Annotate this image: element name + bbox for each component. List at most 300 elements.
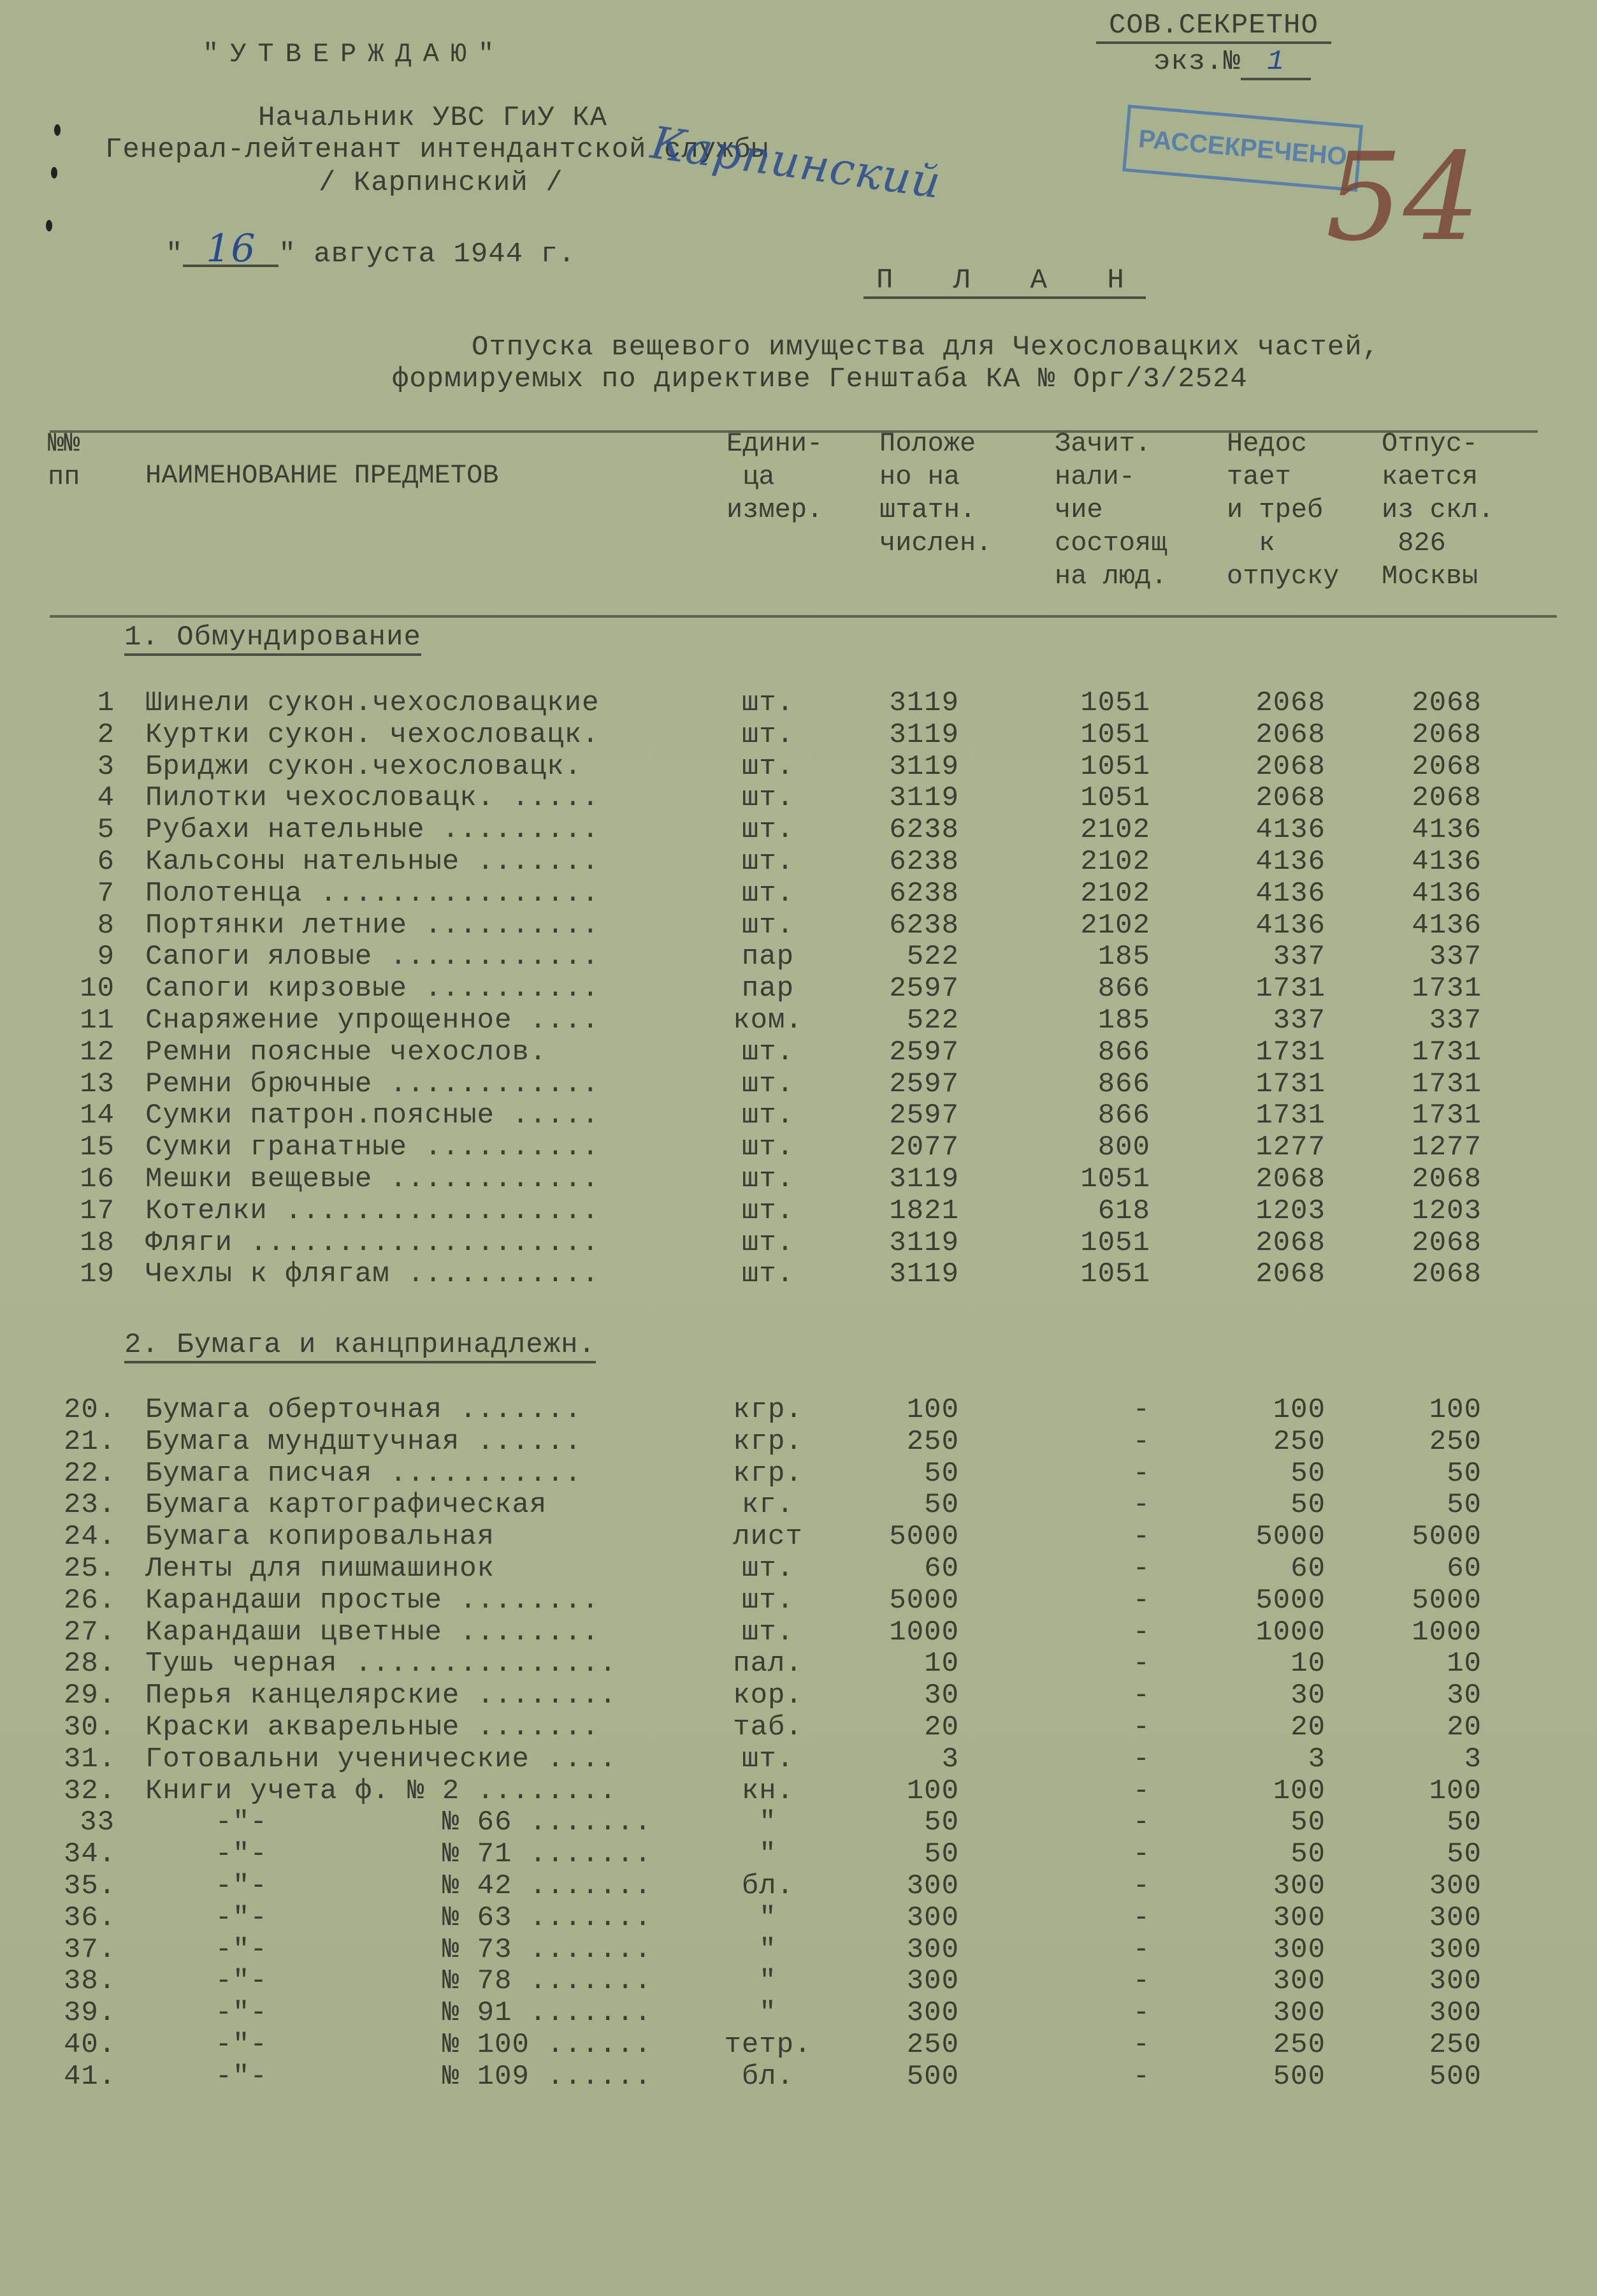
- unit: ": [759, 1965, 777, 1998]
- shortage-qty: 5000: [1255, 1521, 1326, 1553]
- row-number: 20.: [64, 1394, 117, 1426]
- unit: ком.: [733, 1005, 803, 1036]
- staff-qty: 250: [906, 2029, 959, 2061]
- row-number: 15: [80, 1131, 115, 1164]
- declassified-stamp: РАССЕКРЕЧЕНО: [1122, 105, 1363, 192]
- row-number: 1: [97, 687, 115, 719]
- shortage-qty: 1000: [1255, 1616, 1326, 1648]
- item-name: Краски акварельные .......: [145, 1711, 600, 1743]
- shortage-qty: 3: [1308, 1743, 1326, 1775]
- unit: шт.: [741, 1584, 795, 1617]
- classification-label: СОВ.СЕКРЕТНО: [1096, 10, 1331, 44]
- item-name: Сапоги кирзовые ..........: [145, 973, 600, 1005]
- shortage-qty: 60: [1290, 1553, 1326, 1585]
- staff-qty: 3119: [889, 1258, 959, 1291]
- unit: шт.: [741, 718, 795, 751]
- table-header-rule: [50, 615, 1557, 618]
- row-number: 30.: [64, 1711, 117, 1743]
- issued-qty: 20: [1447, 1711, 1482, 1743]
- shortage-qty: 300: [1273, 1870, 1326, 1902]
- unit: кн.: [741, 1775, 795, 1807]
- date-day: 16: [183, 233, 278, 267]
- staff-qty: 3: [941, 1743, 959, 1775]
- unit: шт.: [741, 687, 795, 719]
- item-name: Сапоги яловые ............: [145, 941, 600, 973]
- issued-qty: 300: [1429, 1901, 1482, 1934]
- shortage-qty: 1731: [1255, 1100, 1326, 1132]
- item-name: Ленты для пишмашинок: [145, 1553, 495, 1585]
- available-qty: -: [1132, 2060, 1150, 2093]
- row-number: 38.: [64, 1965, 117, 1998]
- shortage-qty: 2068: [1255, 687, 1326, 719]
- row-number: 11: [80, 1005, 115, 1036]
- row-number: 33: [80, 1806, 115, 1839]
- item-name: Портянки летние ..........: [145, 909, 600, 941]
- row-number: 17: [80, 1195, 115, 1227]
- item-name: Пилотки чехословацк. .....: [145, 782, 600, 815]
- unit: кгр.: [733, 1457, 803, 1490]
- item-name: Перья канцелярские ........: [145, 1680, 617, 1712]
- shortage-qty: 100: [1273, 1394, 1326, 1426]
- section-title: 1. Обмундирование: [124, 621, 421, 656]
- shortage-qty: 20: [1290, 1711, 1326, 1743]
- available-qty: 1051: [1080, 782, 1150, 815]
- item-name: Кальсоны нательные .......: [145, 846, 600, 878]
- unit: кг.: [741, 1489, 795, 1522]
- row-number: 40.: [64, 2029, 117, 2061]
- item-name: -"- № 91 .......: [145, 1997, 652, 2030]
- item-name: -"- № 78 .......: [145, 1965, 652, 1998]
- binder-hole: [51, 167, 57, 178]
- item-name: Карандаши простые ........: [145, 1584, 600, 1617]
- issued-qty: 4136: [1412, 814, 1482, 846]
- unit: шт.: [741, 782, 795, 815]
- unit: кор.: [733, 1680, 803, 1712]
- available-qty: 2102: [1080, 846, 1150, 878]
- staff-qty: 522: [906, 941, 959, 973]
- row-number: 32.: [64, 1775, 117, 1807]
- unit: пар: [741, 941, 795, 973]
- shortage-qty: 100: [1273, 1775, 1326, 1807]
- available-qty: -: [1132, 1521, 1150, 1553]
- item-name: Тушь черная ...............: [145, 1648, 617, 1680]
- row-number: 6: [97, 846, 115, 878]
- unit: шт.: [741, 1163, 795, 1195]
- unit: ": [759, 1838, 777, 1871]
- unit: шт.: [741, 1068, 795, 1100]
- shortage-qty: 2068: [1255, 1163, 1326, 1195]
- copy-number-value: 1: [1241, 46, 1311, 80]
- row-number: 2: [97, 718, 115, 751]
- copy-label: экз.№: [1153, 46, 1241, 78]
- available-qty: 185: [1097, 941, 1150, 973]
- unit: шт.: [741, 750, 795, 783]
- shortage-qty: 2068: [1255, 1226, 1326, 1259]
- approval-name: / Карпинский /: [319, 167, 563, 199]
- available-qty: -: [1132, 1553, 1150, 1585]
- available-qty: 2102: [1080, 909, 1150, 941]
- signature: Карпинский: [647, 116, 944, 209]
- row-number: 29.: [64, 1680, 117, 1712]
- item-name: Бумага оберточная .......: [145, 1394, 582, 1426]
- shortage-qty: 2068: [1255, 782, 1326, 815]
- shortage-qty: 50: [1290, 1489, 1326, 1522]
- issued-qty: 300: [1429, 1997, 1482, 2030]
- unit: таб.: [733, 1711, 803, 1743]
- available-qty: -: [1132, 1933, 1150, 1966]
- shortage-qty: 1731: [1255, 1068, 1326, 1100]
- staff-qty: 50: [924, 1806, 959, 1839]
- unit: шт.: [741, 814, 795, 846]
- available-qty: -: [1132, 1901, 1150, 1934]
- issued-qty: 100: [1429, 1775, 1482, 1807]
- unit: тетр.: [724, 2029, 812, 2061]
- available-qty: 866: [1097, 1036, 1150, 1068]
- staff-qty: 6238: [889, 846, 959, 878]
- unit: шт.: [741, 1616, 795, 1648]
- binder-hole: [46, 220, 52, 231]
- available-qty: -: [1132, 1838, 1150, 1871]
- issued-qty: 2068: [1412, 687, 1482, 719]
- shortage-qty: 10: [1290, 1648, 1326, 1680]
- staff-qty: 100: [906, 1394, 959, 1426]
- issued-qty: 30: [1447, 1680, 1482, 1712]
- staff-qty: 5000: [889, 1584, 959, 1617]
- shortage-qty: 5000: [1255, 1584, 1326, 1617]
- shortage-qty: 1277: [1255, 1131, 1326, 1164]
- issued-qty: 2068: [1412, 750, 1482, 783]
- staff-qty: 300: [906, 1870, 959, 1902]
- date-month-year: " августа 1944 г.: [278, 238, 576, 270]
- staff-qty: 6238: [889, 814, 959, 846]
- staff-qty: 2077: [889, 1131, 959, 1164]
- issued-qty: 300: [1429, 1933, 1482, 1966]
- shortage-qty: 2068: [1255, 750, 1326, 783]
- item-name: Фляги ....................: [145, 1226, 600, 1259]
- unit: пал.: [733, 1648, 803, 1680]
- issued-qty: 50: [1447, 1457, 1482, 1490]
- shortage-qty: 250: [1273, 1425, 1326, 1458]
- shortage-qty: 300: [1273, 1965, 1326, 1998]
- issued-qty: 4136: [1412, 909, 1482, 941]
- staff-qty: 3119: [889, 718, 959, 751]
- item-name: -"- № 109 ......: [145, 2060, 652, 2093]
- unit: шт.: [741, 1553, 795, 1585]
- available-qty: 1051: [1080, 1163, 1150, 1195]
- shortage-qty: 300: [1273, 1933, 1326, 1966]
- issued-qty: 50: [1447, 1806, 1482, 1839]
- header-shortage: Недос тает и треб к отпуску: [1227, 428, 1340, 592]
- shortage-qty: 1731: [1255, 1036, 1326, 1068]
- staff-qty: 60: [924, 1553, 959, 1585]
- issued-qty: 1731: [1412, 1068, 1482, 1100]
- row-number: 13: [80, 1068, 115, 1100]
- staff-qty: 10: [924, 1648, 959, 1680]
- available-qty: -: [1132, 1584, 1150, 1617]
- staff-qty: 500: [906, 2060, 959, 2093]
- row-number: 16: [80, 1163, 115, 1195]
- issued-qty: 50: [1447, 1489, 1482, 1522]
- row-number: 10: [80, 973, 115, 1005]
- available-qty: 866: [1097, 1068, 1150, 1100]
- issued-qty: 300: [1429, 1965, 1482, 1998]
- issued-qty: 1000: [1412, 1616, 1482, 1648]
- staff-qty: 2597: [889, 973, 959, 1005]
- approval-date: " 16 " августа 1944 г.: [166, 226, 576, 271]
- item-name: Бумага картографическая: [145, 1489, 547, 1522]
- shortage-qty: 50: [1290, 1806, 1326, 1839]
- header-issued: Отпус- кается из скл. 826 Москвы: [1382, 428, 1494, 592]
- plan-title: П Л А Н: [864, 265, 1146, 299]
- unit: кгр.: [733, 1425, 803, 1458]
- row-number: 23.: [64, 1489, 117, 1522]
- issued-qty: 60: [1447, 1553, 1482, 1585]
- unit: лист: [733, 1521, 803, 1553]
- issued-qty: 1731: [1412, 973, 1482, 1005]
- available-qty: 185: [1097, 1005, 1150, 1036]
- header-available: Зачит. нали- чие состоящ на люд.: [1055, 428, 1167, 592]
- issued-qty: 4136: [1412, 846, 1482, 878]
- available-qty: -: [1132, 1743, 1150, 1775]
- row-number: 7: [97, 877, 115, 910]
- row-number: 35.: [64, 1870, 117, 1902]
- staff-qty: 30: [924, 1680, 959, 1712]
- available-qty: -: [1132, 1775, 1150, 1807]
- item-name: -"- № 73 .......: [145, 1933, 652, 1966]
- unit: ": [759, 1997, 777, 2030]
- item-name: Бумага писчая ...........: [145, 1457, 582, 1490]
- unit: шт.: [741, 909, 795, 941]
- item-name: Бумага мундштучная ......: [145, 1425, 582, 1458]
- binder-hole: [54, 124, 61, 136]
- staff-qty: 50: [924, 1457, 959, 1490]
- plan-subtitle: Отпуска вещевого имущества для Чехословацких частей,: [472, 331, 1380, 363]
- available-qty: 2102: [1080, 814, 1150, 846]
- issued-qty: 5000: [1412, 1521, 1482, 1553]
- row-number: 9: [97, 941, 115, 973]
- issued-qty: 50: [1447, 1838, 1482, 1871]
- shortage-qty: 337: [1273, 941, 1326, 973]
- item-name: -"- № 63 .......: [145, 1901, 652, 1934]
- item-name: Готовальни ученические ....: [145, 1743, 617, 1775]
- row-number: 5: [97, 814, 115, 846]
- issued-qty: 1277: [1412, 1131, 1482, 1164]
- available-qty: 1051: [1080, 750, 1150, 783]
- issued-qty: 2068: [1412, 1226, 1482, 1259]
- row-number: 21.: [64, 1425, 117, 1458]
- available-qty: -: [1132, 1457, 1150, 1490]
- item-name: Бриджи сукон.чехословацк.: [145, 750, 582, 783]
- row-number: 8: [97, 909, 115, 941]
- available-qty: 1051: [1080, 1258, 1150, 1291]
- shortage-qty: 50: [1290, 1457, 1326, 1490]
- shortage-qty: 4136: [1255, 909, 1326, 941]
- available-qty: -: [1132, 1425, 1150, 1458]
- shortage-qty: 30: [1290, 1680, 1326, 1712]
- row-number: 31.: [64, 1743, 117, 1775]
- available-qty: -: [1132, 1965, 1150, 1998]
- available-qty: -: [1132, 1711, 1150, 1743]
- unit: шт.: [741, 877, 795, 910]
- plan-subtitle: формируемых по директиве Генштаба КА № Орг/3/2524: [392, 363, 1248, 395]
- approval-position: Начальник УВС ГиУ КА: [258, 102, 608, 134]
- staff-qty: 3119: [889, 687, 959, 719]
- unit: ": [759, 1933, 777, 1966]
- item-name: -"- № 71 .......: [145, 1838, 652, 1871]
- unit: шт.: [741, 846, 795, 878]
- staff-qty: 300: [906, 1997, 959, 2030]
- row-number: 28.: [64, 1648, 117, 1680]
- staff-qty: 300: [906, 1933, 959, 1966]
- staff-qty: 2597: [889, 1100, 959, 1132]
- staff-qty: 3119: [889, 1163, 959, 1195]
- available-qty: 1051: [1080, 718, 1150, 751]
- issued-qty: 337: [1429, 941, 1482, 973]
- item-name: -"- № 100 ......: [145, 2029, 652, 2061]
- issued-qty: 100: [1429, 1394, 1482, 1426]
- row-number: 41.: [64, 2060, 117, 2093]
- available-qty: -: [1132, 1394, 1150, 1426]
- shortage-qty: 250: [1273, 2029, 1326, 2061]
- header-name: НАИМЕНОВАНИЕ ПРЕДМЕТОВ: [145, 460, 499, 491]
- unit: шт.: [741, 1131, 795, 1164]
- unit: шт.: [741, 1195, 795, 1227]
- staff-qty: 2597: [889, 1068, 959, 1100]
- unit: шт.: [741, 1258, 795, 1291]
- item-name: Чехлы к флягам ...........: [145, 1258, 600, 1291]
- available-qty: -: [1132, 1806, 1150, 1839]
- shortage-qty: 2068: [1255, 718, 1326, 751]
- shortage-qty: 2068: [1255, 1258, 1326, 1291]
- staff-qty: 250: [906, 1425, 959, 1458]
- row-number: 18: [80, 1226, 115, 1259]
- issued-qty: 250: [1429, 2029, 1482, 2061]
- available-qty: 866: [1097, 1100, 1150, 1132]
- issued-qty: 2068: [1412, 782, 1482, 815]
- shortage-qty: 4136: [1255, 846, 1326, 878]
- staff-qty: 300: [906, 1965, 959, 1998]
- row-number: 25.: [64, 1553, 117, 1585]
- header-staff: Положе но на штатн. числен.: [879, 428, 992, 558]
- staff-qty: 20: [924, 1711, 959, 1743]
- available-qty: -: [1132, 1997, 1150, 2030]
- staff-qty: 1821: [889, 1195, 959, 1227]
- staff-qty: 100: [906, 1775, 959, 1807]
- row-number: 34.: [64, 1838, 117, 1871]
- available-qty: -: [1132, 1616, 1150, 1648]
- available-qty: -: [1132, 1870, 1150, 1902]
- item-name: Котелки ..................: [145, 1195, 600, 1227]
- staff-qty: 3119: [889, 782, 959, 815]
- issued-qty: 1203: [1412, 1195, 1482, 1227]
- issued-qty: 3: [1464, 1743, 1482, 1775]
- item-name: Рубахи нательные .........: [145, 814, 600, 846]
- issued-qty: 337: [1429, 1005, 1482, 1036]
- row-number: 26.: [64, 1584, 117, 1617]
- issued-qty: 5000: [1412, 1584, 1482, 1617]
- header-num: №№ пп: [48, 428, 80, 492]
- item-name: Карандаши цветные ........: [145, 1616, 600, 1648]
- section-title: 2. Бумага и канцпринадлежн.: [124, 1329, 596, 1363]
- row-number: 24.: [64, 1521, 117, 1553]
- item-name: Полотенца ................: [145, 877, 600, 910]
- available-qty: 618: [1097, 1195, 1150, 1227]
- available-qty: 800: [1097, 1131, 1150, 1164]
- shortage-qty: 1731: [1255, 973, 1326, 1005]
- staff-qty: 1000: [889, 1616, 959, 1648]
- shortage-qty: 1203: [1255, 1195, 1326, 1227]
- approval-title: "УТВЕРЖДАЮ": [203, 39, 506, 69]
- unit: шт.: [741, 1226, 795, 1259]
- row-number: 14: [80, 1100, 115, 1132]
- item-name: Снаряжение упрощенное ....: [145, 1005, 600, 1036]
- issued-qty: 1731: [1412, 1100, 1482, 1132]
- staff-qty: 50: [924, 1838, 959, 1871]
- unit: ": [759, 1901, 777, 1934]
- staff-qty: 3119: [889, 750, 959, 783]
- header-unit: Едини- ца измер.: [726, 428, 823, 525]
- shortage-qty: 4136: [1255, 814, 1326, 846]
- shortage-qty: 337: [1273, 1005, 1326, 1036]
- unit: шт.: [741, 1743, 795, 1775]
- row-number: 19: [80, 1258, 115, 1291]
- issued-qty: 4136: [1412, 877, 1482, 910]
- row-number: 12: [80, 1036, 115, 1068]
- shortage-qty: 300: [1273, 1901, 1326, 1934]
- item-name: -"- № 42 .......: [145, 1870, 652, 1902]
- item-name: Куртки сукон. чехословацк.: [145, 718, 600, 751]
- shortage-qty: 500: [1273, 2060, 1326, 2093]
- issued-qty: 2068: [1412, 1258, 1482, 1291]
- row-number: 3: [97, 750, 115, 783]
- staff-qty: 5000: [889, 1521, 959, 1553]
- row-number: 22.: [64, 1457, 117, 1490]
- available-qty: -: [1132, 1489, 1150, 1522]
- issued-qty: 2068: [1412, 718, 1482, 751]
- available-qty: 866: [1097, 973, 1150, 1005]
- issued-qty: 10: [1447, 1648, 1482, 1680]
- unit: бл.: [741, 1870, 795, 1902]
- available-qty: 1051: [1080, 687, 1150, 719]
- staff-qty: 6238: [889, 909, 959, 941]
- item-name: Шинели сукон.чехословацкие: [145, 687, 600, 719]
- row-number: 27.: [64, 1616, 117, 1648]
- unit: бл.: [741, 2060, 795, 2093]
- shortage-qty: 50: [1290, 1838, 1326, 1871]
- row-number: 37.: [64, 1933, 117, 1966]
- row-number: 39.: [64, 1997, 117, 2030]
- item-name: Книги учета ф. № 2 ........: [145, 1775, 617, 1807]
- unit: ": [759, 1806, 777, 1839]
- sheet-number: 54: [1326, 127, 1481, 268]
- available-qty: -: [1132, 1648, 1150, 1680]
- shortage-qty: 300: [1273, 1997, 1326, 2030]
- available-qty: -: [1132, 2029, 1150, 2061]
- item-name: Ремни поясные чехослов.: [145, 1036, 547, 1068]
- available-qty: 2102: [1080, 877, 1150, 910]
- row-number: 4: [97, 782, 115, 815]
- staff-qty: 300: [906, 1901, 959, 1934]
- unit: кгр.: [733, 1394, 803, 1426]
- staff-qty: 522: [906, 1005, 959, 1036]
- shortage-qty: 4136: [1255, 877, 1326, 910]
- approval-rank: Генерал-лейтенант интендантской службы: [105, 134, 769, 166]
- unit: шт.: [741, 1036, 795, 1068]
- staff-qty: 6238: [889, 877, 959, 910]
- issued-qty: 250: [1429, 1425, 1482, 1458]
- row-number: 36.: [64, 1901, 117, 1934]
- item-name: Мешки вещевые ............: [145, 1163, 600, 1195]
